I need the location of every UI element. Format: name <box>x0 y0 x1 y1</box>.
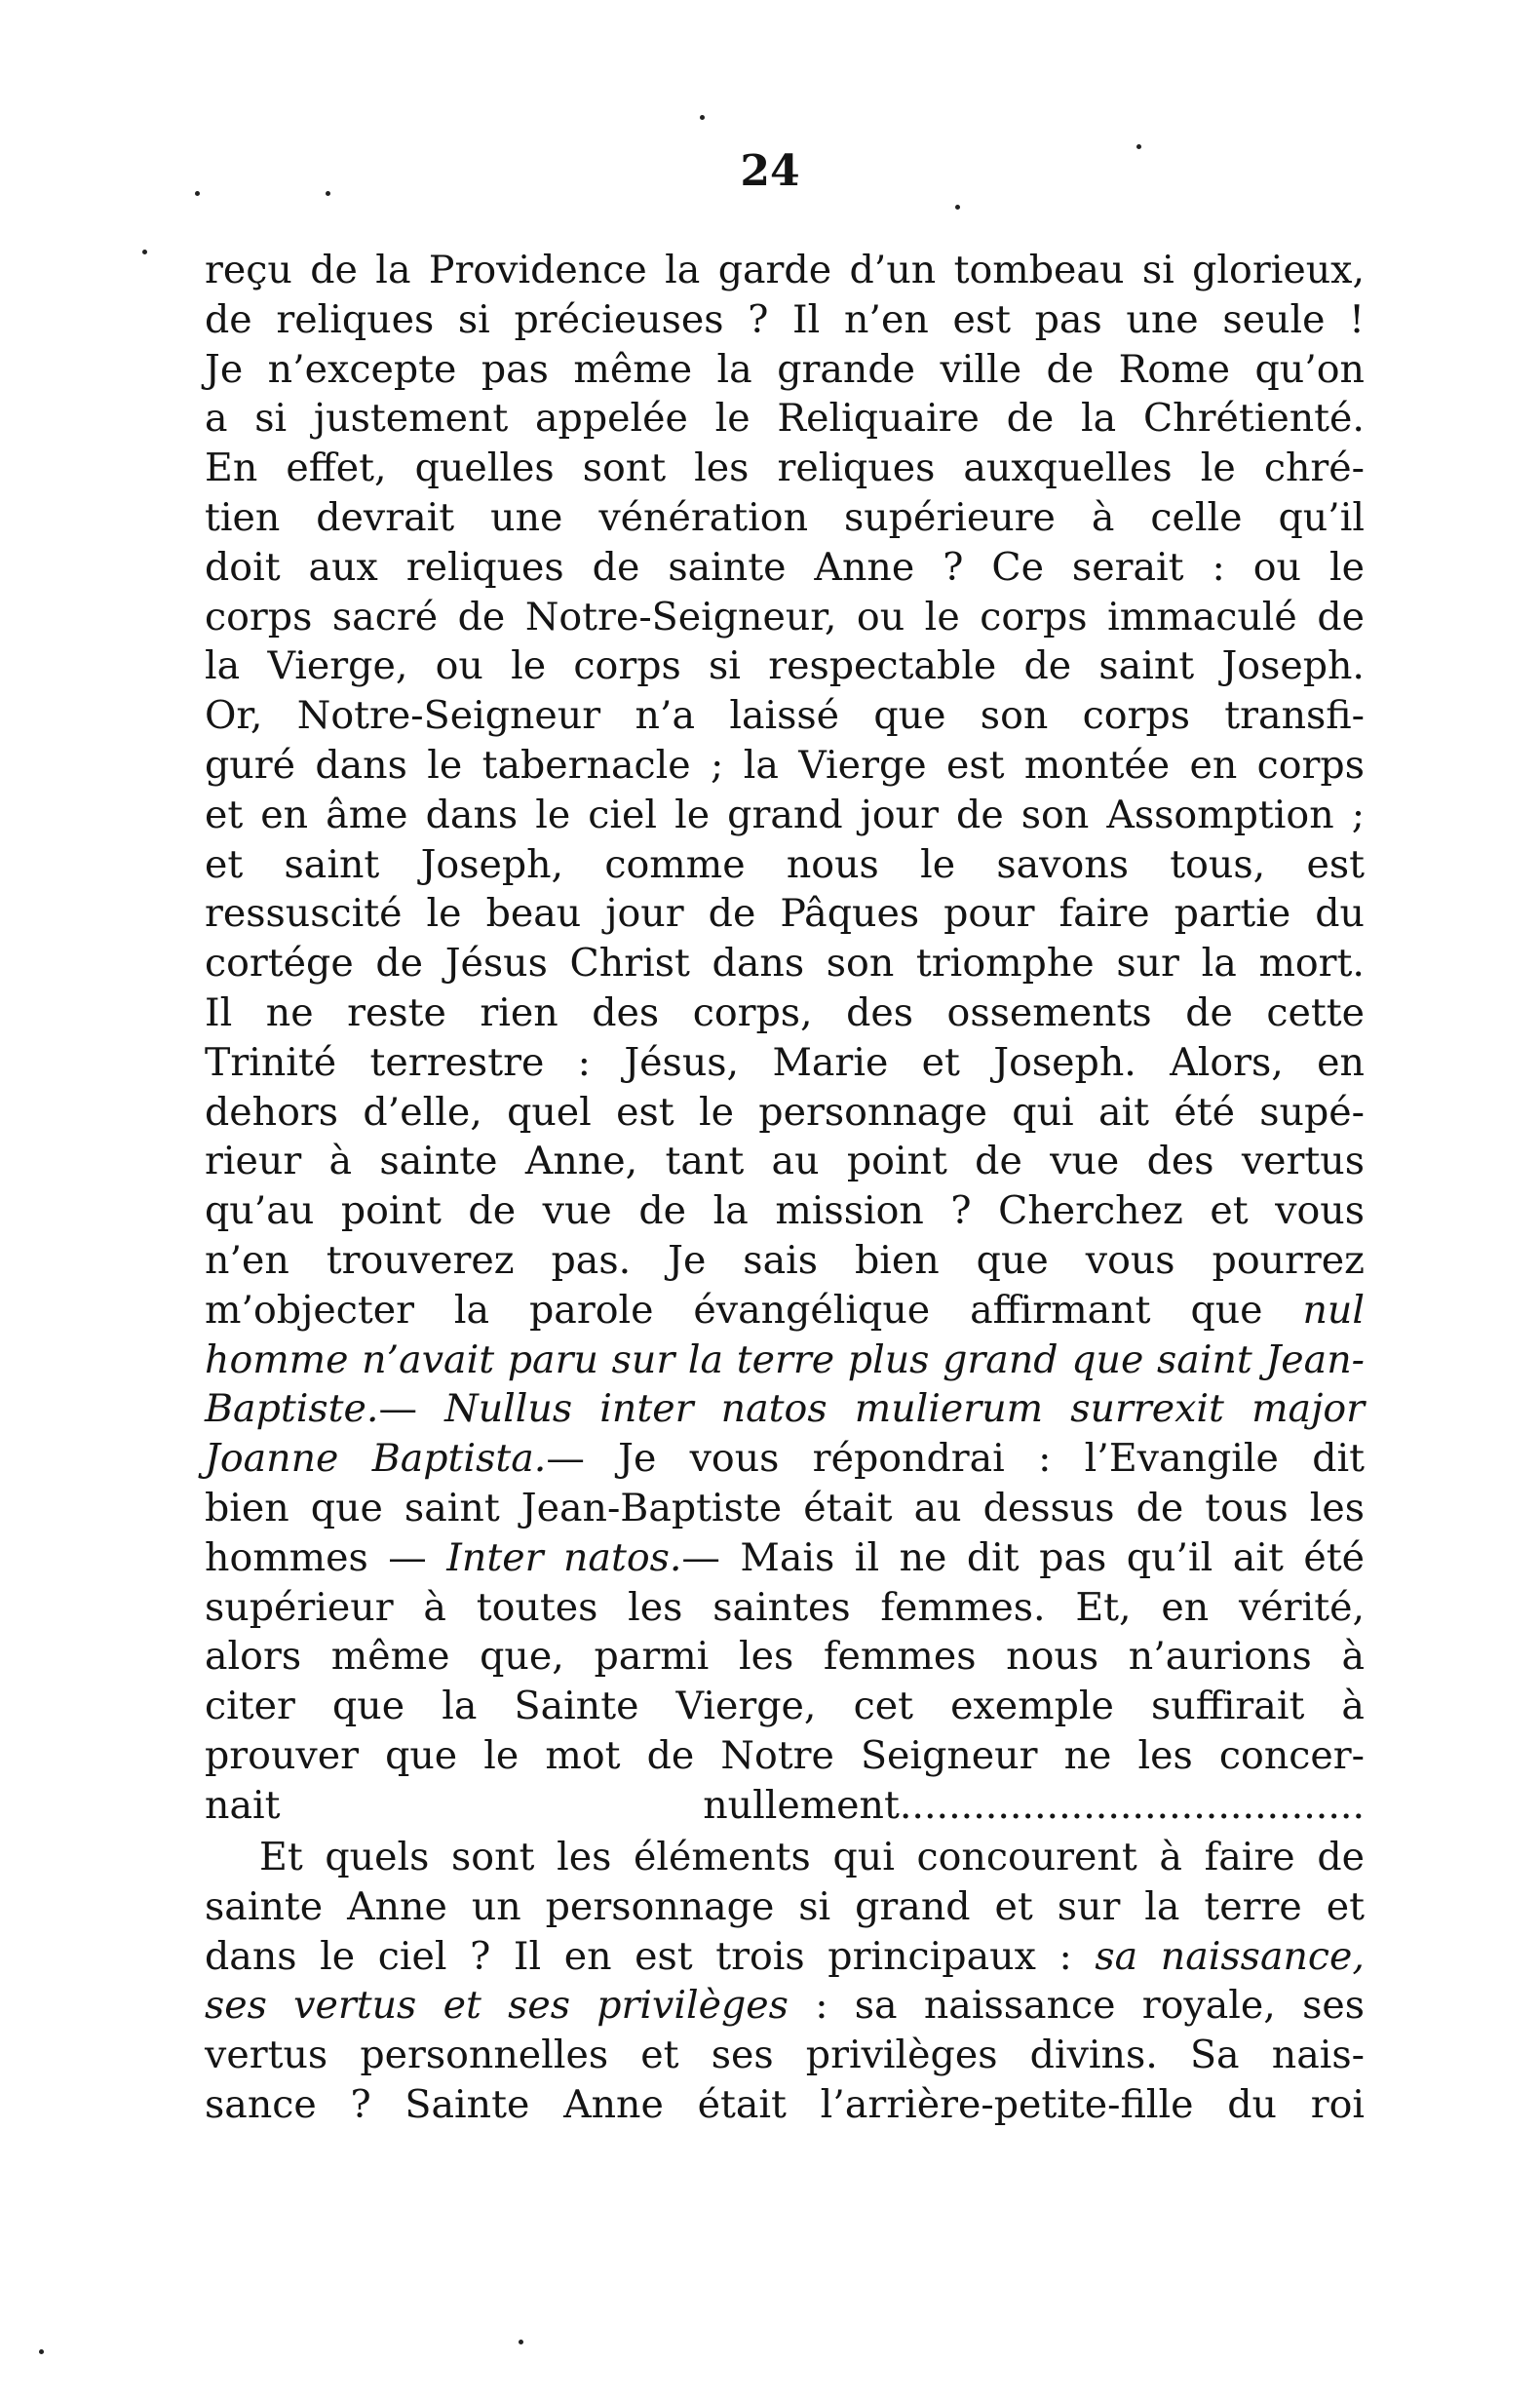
text-line: Et quels sont les éléments qui concourent à faire de <box>259 1835 1365 1879</box>
text-line: la Vierge, ou le corps si respectable de saint Joseph. <box>205 643 1365 689</box>
text-line: nait nullement...................................... <box>205 1782 1365 1828</box>
text-line <box>205 1533 1365 1583</box>
text-line: alors même que, parmi les femmes nous n’aurions à <box>205 1634 1365 1680</box>
italic-run: sa naissance, <box>1095 1933 1365 1979</box>
text-line: sance ? Sainte Anne était l’arrière-petite-fille du roi <box>205 2081 1365 2127</box>
text-line: dehors d’elle, quel est le personnage qui ait été supé- <box>205 1089 1365 1135</box>
text-line: n’en trouverez pas. Je sais bien que vous pourrez <box>205 1237 1365 1283</box>
text-line: Or, Notre-Seigneur n’a laissé que son corps transfi- <box>205 693 1365 739</box>
scan-speck <box>142 250 147 254</box>
scan-speck <box>195 191 200 196</box>
scan-speck <box>326 191 330 196</box>
text-line: qu’au point de vue de la mission ? Cherchez et vous <box>205 1188 1365 1234</box>
scan-speck <box>39 2349 44 2354</box>
text-line <box>205 1981 1365 2031</box>
text-line: prouver que le mot de Notre Seigneur ne les concer- <box>205 1732 1365 1778</box>
italic-run: Baptiste. <box>205 1386 379 1432</box>
paragraph-2 <box>205 1833 1365 2130</box>
paragraph-1 <box>205 246 1365 1831</box>
text-line: ressuscité le beau jour de Pâques pour faire partie du <box>205 891 1365 937</box>
text-run: : sa naissance royale, ses <box>815 1983 1366 2029</box>
text-line: cortége de Jésus Christ dans son triomphe sur la mort. <box>205 941 1365 987</box>
text-line: sainte Anne un personnage si grand et sur la terre et <box>205 1883 1365 1929</box>
text-line: a si justement appelée le Reliquaire de la Chrétienté. <box>205 396 1365 442</box>
italic-run: nul <box>1302 1287 1365 1333</box>
italic-run: ses vertus et ses privilèges <box>205 1983 789 2029</box>
scan-speck <box>519 2340 523 2344</box>
page-number: 24 <box>740 146 800 196</box>
scan-speck <box>955 205 960 210</box>
italic-run: Inter natos. <box>446 1534 682 1580</box>
text-line: et en âme dans le ciel le grand jour de son Assomption ; <box>205 792 1365 837</box>
text-line: supérieur à toutes les saintes femmes. Et, en vérité, <box>205 1584 1365 1630</box>
text-line: Je n’excepte pas même la grande ville de Rome qu’on <box>205 346 1365 392</box>
text-line: doit aux reliques de sainte Anne ? Ce serait : ou le <box>205 544 1365 590</box>
scan-speck <box>700 115 705 120</box>
text-line: homme n’avait paru sur la terre plus grand que saint Jean- <box>205 1336 1365 1382</box>
text-line <box>205 1932 1365 1982</box>
text-line <box>205 1434 1365 1484</box>
text-line: Trinité terrestre : Jésus, Marie et Joseph. Alors, en <box>205 1039 1365 1085</box>
scan-speck <box>1136 144 1141 149</box>
text-line: rieur à sainte Anne, tant au point de vue des vertus <box>205 1139 1365 1184</box>
text-line: guré dans le tabernacle ; la Vierge est montée en corps <box>205 742 1365 788</box>
text-line: de reliques si précieuses ? Il n’en est pas une seule ! <box>205 296 1365 342</box>
text-line: Il ne reste rien des corps, des ossements de cette <box>205 989 1365 1035</box>
text-line: et saint Joseph, comme nous le savons tous, est <box>205 841 1365 887</box>
italic-run: Nullus inter natos mulierum surrexit major <box>444 1386 1365 1432</box>
text-line: vertus personnelles et ses privilèges divins. Sa nais- <box>205 2033 1365 2078</box>
text-line: reçu de la Providence la garde d’un tombeau si glorieux, <box>205 248 1365 292</box>
text-line: tien devrait une vénération supérieure à celle qu’il <box>205 494 1365 540</box>
text-run: hommes — <box>205 1534 427 1580</box>
text-line <box>205 1286 1365 1336</box>
text-line: En effet, quelles sont les reliques auxquelles le chré- <box>205 445 1365 491</box>
text-run: — <box>378 1386 417 1432</box>
text-run: — Mais il ne dit pas qu’il ait été <box>681 1534 1365 1580</box>
text-line: citer que la Sainte Vierge, cet exemple suffirait à <box>205 1684 1365 1729</box>
text-line: bien que saint Jean-Baptiste était au dessus de tous les <box>205 1485 1365 1530</box>
text-run: — Je vous répondrai : l’Evangile dit <box>546 1436 1365 1482</box>
italic-run: Joanne Baptista. <box>205 1436 547 1482</box>
text-line <box>205 1384 1365 1434</box>
text-line: corps sacré de Notre-Seigneur, ou le corps immaculé de <box>205 594 1365 639</box>
text-run: dans le ciel ? Il en est trois principaux : <box>205 1933 1072 1979</box>
text-run: m’objecter la parole évangélique affirmant que <box>205 1287 1263 1333</box>
